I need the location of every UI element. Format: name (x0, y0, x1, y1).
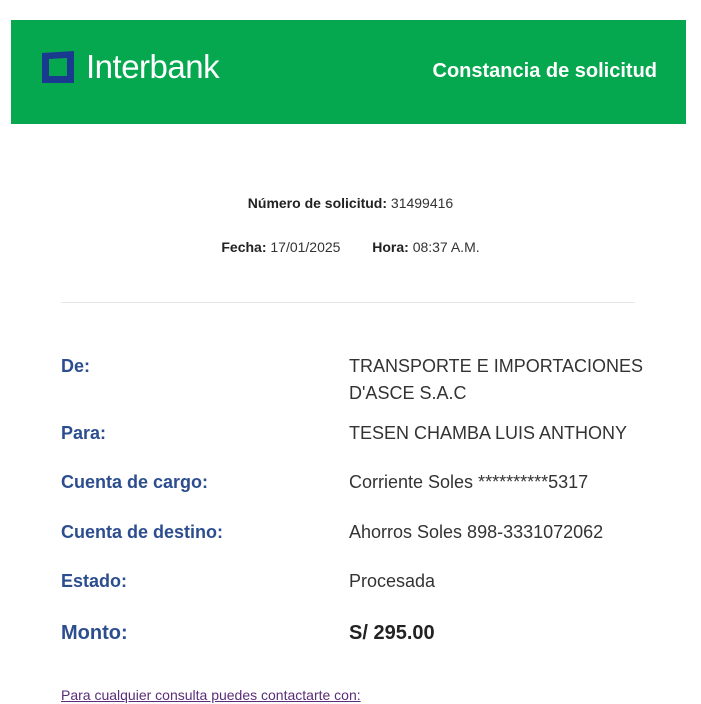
cuenta-destino-label: Cuenta de destino: (61, 522, 224, 542)
de-value: TRANSPORTE E IMPORTACIONES D'ASCE S.A.C (349, 356, 644, 403)
para-value: TESEN CHAMBA LUIS ANTHONY (349, 423, 628, 443)
date-value: 17/01/2025 (270, 239, 341, 255)
interbank-logo (40, 49, 219, 85)
request-number-value: 31499416 (390, 195, 454, 211)
interbank-logo-icon (40, 49, 76, 85)
monto-value: S/ 295.00 (349, 622, 435, 644)
date-time (0, 239, 701, 255)
de-label: De: (61, 356, 91, 376)
estado-value: Procesada (349, 571, 436, 591)
header-banner (11, 20, 686, 124)
monto-label: Monto: (61, 622, 128, 644)
time-value: 08:37 A.M. (412, 239, 480, 255)
logo-wordmark: Interbank (86, 48, 220, 85)
contact-note-link[interactable]: Para cualquier consulta puedes contactarte con: (61, 687, 361, 703)
cuenta-cargo-value: Corriente Soles **********5317 (349, 472, 589, 492)
para-label: Para: (61, 423, 107, 443)
request-number (0, 195, 701, 211)
date-label: Fecha: (221, 239, 267, 255)
cuenta-cargo-label: Cuenta de cargo: (61, 472, 209, 492)
cuenta-destino-value: Ahorros Soles 898-3331072062 (349, 522, 604, 542)
time-label: Hora: (372, 239, 409, 255)
page-title: Constancia de solicitud (432, 60, 657, 82)
request-number-label: Número de solicitud: (247, 195, 388, 211)
estado-label: Estado: (61, 571, 128, 591)
divider (61, 302, 635, 303)
